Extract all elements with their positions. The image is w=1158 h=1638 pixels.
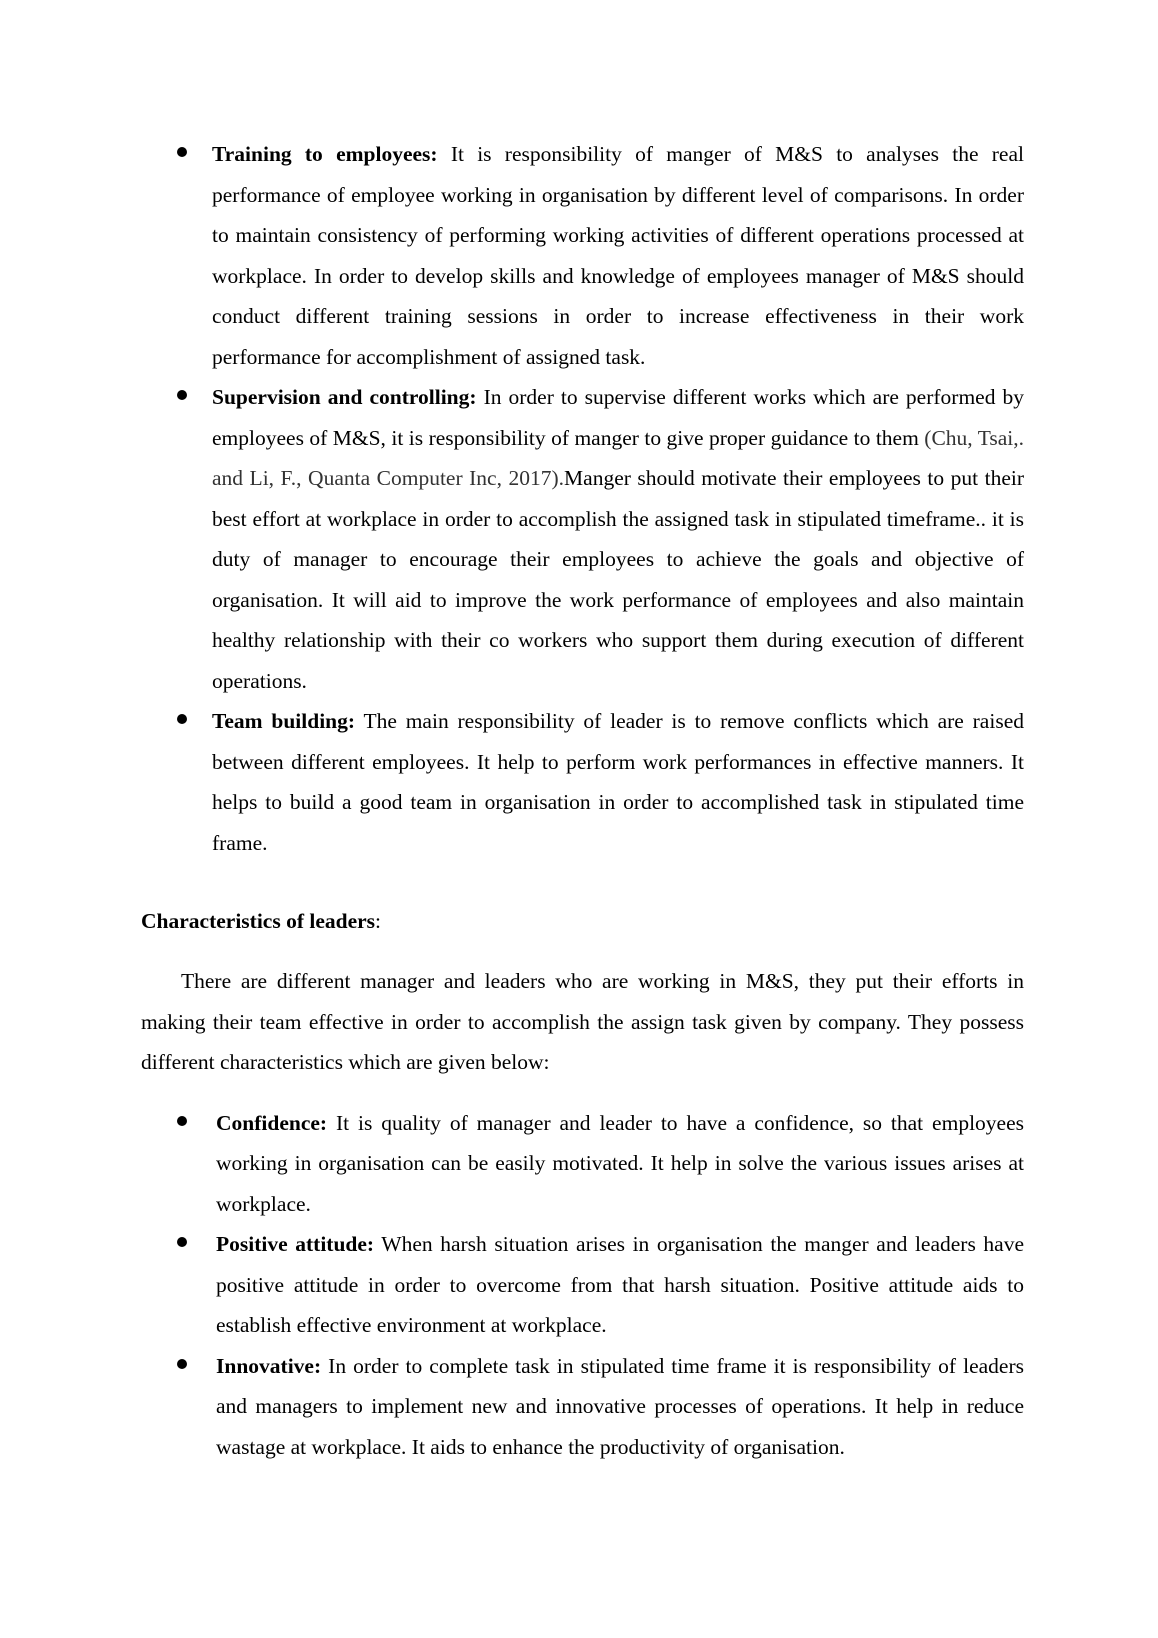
responsibilities-list xyxy=(141,134,1024,863)
section-heading xyxy=(141,901,1024,941)
list-item-positive-attitude xyxy=(141,1224,1024,1346)
item-text: In order to supervise different works which are performed by employees of M&S, it is responsibility of manger to give proper guidance to them xyxy=(212,385,1024,450)
item-text: When harsh situation arises in organisation the manger and leaders have positive attitude in order to overcome from that harsh situation. Positive attitude aids to establish effective environment at workplace. xyxy=(216,1232,1025,1337)
bullet-icon xyxy=(177,390,187,400)
list-item-confidence xyxy=(141,1103,1024,1225)
item-text: In order to complete task in stipulated time frame it is responsibility of leaders and managers to implement new and innovative processes of operations. It help in reduce wastage at workplace. It aids to enhance the productivity of organisation. xyxy=(216,1353,1024,1459)
item-term: Positive attitude: xyxy=(216,1232,375,1256)
list-item-supervision xyxy=(141,377,1024,701)
body-paragraph: There are different manager and leaders who are working in M&S, they put their efforts in making their team effective in order to accomplish the assign task given by company. They possess different characteristics which are given below: xyxy=(141,969,1024,1074)
citation: (Chu, Tsai,. and Li, F., Quanta Computer Inc, 2017). xyxy=(212,425,1024,490)
item-term: Supervision and controlling: xyxy=(212,385,477,409)
list-item-innovative xyxy=(141,1346,1024,1468)
bullet-icon xyxy=(177,1116,187,1126)
item-text: It is responsibility of manger of M&S to analyses the real performance of employee working in organisation by different level of comparisons. In order to maintain consistency of performing working activities of different operations processed at workplace. In order to develop skills and knowledge of employees manager of M&S should conduct different training sessions in order to increase effectiveness in their work performance for accomplishment of assigned task. xyxy=(212,142,1024,369)
item-term: Team building: xyxy=(212,709,356,733)
heading-colon: : xyxy=(375,909,382,933)
item-text: It is quality of manager and leader to have a confidence, so that employees working in organisation can be easily motivated. It help in solve the various issues arises at workplace. xyxy=(216,1110,1024,1216)
bullet-icon xyxy=(177,147,187,157)
item-text: Manger should motivate their employees to put their best effort at workplace in order to accomplish the assigned task in stipulated timeframe.. it is duty of manager to encourage their employees to achieve the goals and objective of organisation. It will aid to improve the work performance of employees and also maintain healthy relationship with their co workers who support them during execution of different operations. xyxy=(212,466,1024,693)
bullet-icon xyxy=(177,1237,187,1247)
characteristics-list xyxy=(141,1103,1024,1468)
list-item-team-building xyxy=(141,701,1024,863)
item-term: Confidence: xyxy=(216,1110,328,1135)
bullet-icon xyxy=(177,714,187,724)
heading-text: Characteristics of leaders xyxy=(141,909,376,933)
list-item-training xyxy=(141,134,1024,377)
page-content xyxy=(141,134,1024,1467)
item-term: Innovative: xyxy=(216,1353,322,1378)
item-term: Training to employees: xyxy=(212,142,438,166)
item-text: The main responsibility of leader is to remove conflicts which are raised between different employees. It help to perform work performances in effective manners. It helps to build a good team in organisation in order to accomplished task in stipulated time frame. xyxy=(212,709,1024,855)
bullet-icon xyxy=(177,1359,187,1369)
